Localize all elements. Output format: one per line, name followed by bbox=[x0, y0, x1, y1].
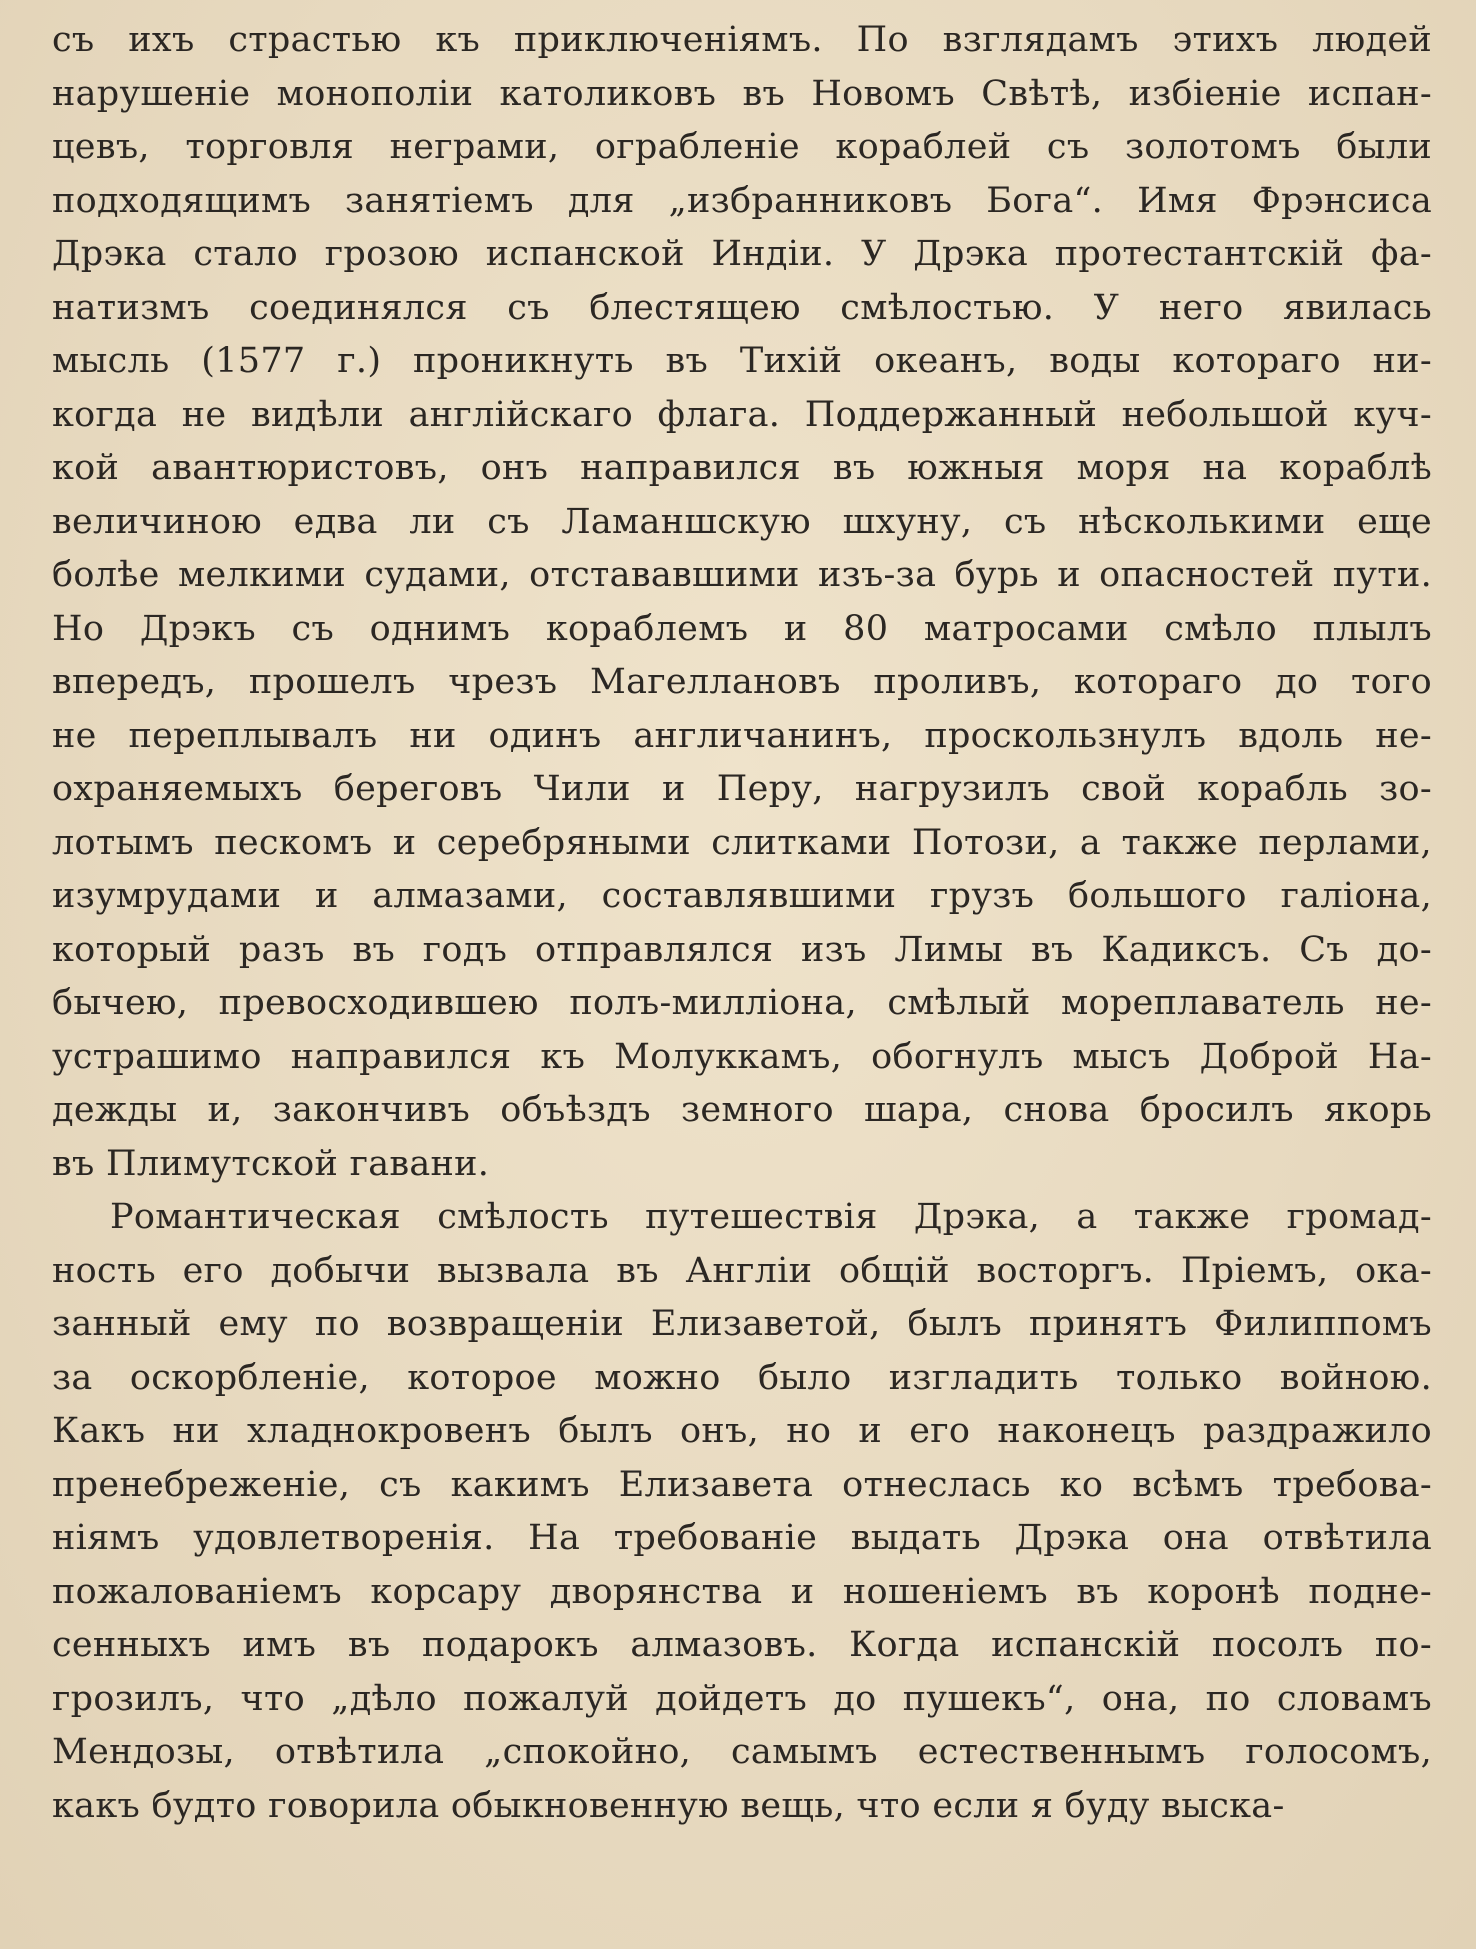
text-line: занный ему по возвращеніи Елизаветой, былъ принятъ Филиппомъ bbox=[52, 1304, 1432, 1344]
text-line: Какъ ни хладнокровенъ былъ онъ, но и его наконецъ раздражило bbox=[52, 1411, 1432, 1451]
text-line: сенныхъ имъ въ подарокъ алмазовъ. Когда испанскій посолъ по- bbox=[52, 1625, 1432, 1665]
text-line: когда не видѣли англійскаго флага. Поддержанный небольшой куч- bbox=[52, 394, 1432, 435]
text-line: въ Плимутской гавани. bbox=[52, 1143, 490, 1184]
text-line: пренебреженіе, съ какимъ Елизавета отнеслась ко всѣмъ требова- bbox=[52, 1464, 1432, 1505]
text-line: натизмъ соединялся съ блестящею смѣлостью. У него явилась bbox=[52, 287, 1432, 328]
text-line: мысль (1577 г.) проникнуть въ Тихій океанъ, воды котораго ни- bbox=[52, 341, 1432, 381]
text-line: грозилъ, что „дѣло пожалуй дойдетъ до пушекъ“, она, по словамъ bbox=[52, 1678, 1432, 1719]
page-text bbox=[52, 14, 1432, 1833]
text-line: за оскорбленіе, которое можно было изгладить только войною. bbox=[52, 1357, 1432, 1398]
text-line: ніямъ удовлетворенія. На требованіе выдать Дрэка она отвѣтила bbox=[52, 1518, 1432, 1558]
text-line: охраняемыхъ береговъ Чили и Перу, нагрузилъ свой корабль зо- bbox=[52, 769, 1432, 809]
paragraph-drake-voyage bbox=[52, 14, 1432, 1191]
text-line: дежды и, закончивъ объѣздъ земного шара, снова бросилъ якорь bbox=[52, 1090, 1432, 1130]
text-line: кой авантюристовъ, онъ направился въ южныя моря на кораблѣ bbox=[52, 448, 1432, 488]
text-line: Романтическая смѣлость путешествія Дрэка, а также громад- bbox=[110, 1197, 1432, 1237]
paragraph-reception bbox=[52, 1191, 1432, 1833]
text-line: устрашимо направился къ Молуккамъ, обогнулъ мысъ Доброй На- bbox=[52, 1036, 1432, 1077]
text-line: изумрудами и алмазами, составлявшими грузъ большого галіона, bbox=[52, 876, 1432, 916]
text-line: какъ будто говорила обыкновенную вещь, что если я буду выска- bbox=[52, 1785, 1285, 1826]
text-line: подходящимъ занятіемъ для „избранниковъ Бога“. Имя Фрэнсиса bbox=[52, 180, 1432, 221]
text-line: не переплывалъ ни одинъ англичанинъ, проскользнулъ вдоль не- bbox=[52, 715, 1432, 756]
text-line: Дрэка стало грозою испанской Индіи. У Дрэка протестантскій фа- bbox=[52, 234, 1432, 274]
text-line: съ ихъ страстью къ приключеніямъ. По взглядамъ этихъ людей bbox=[52, 20, 1432, 60]
text-line: ность его добычи вызвала въ Англіи общій восторгъ. Пріемъ, ока- bbox=[52, 1250, 1432, 1291]
text-line: впередъ, прошелъ чрезъ Магеллановъ проливъ, котораго до того bbox=[52, 662, 1432, 702]
text-line: Мендозы, отвѣтила „спокойно, самымъ естественнымъ голосомъ, bbox=[52, 1732, 1432, 1772]
text-line: цевъ, торговля неграми, ограбленіе кораблей съ золотомъ были bbox=[52, 127, 1432, 167]
text-line: пожалованіемъ корсару дворянства и ношеніемъ въ коронѣ подне- bbox=[52, 1571, 1432, 1612]
text-line: бычею, превосходившею полъ-милліона, смѣлый мореплаватель не- bbox=[52, 983, 1432, 1023]
text-line: Но Дрэкъ съ однимъ кораблемъ и 80 матросами смѣло плылъ bbox=[52, 608, 1432, 649]
text-line: который разъ въ годъ отправлялся изъ Лимы въ Кадиксъ. Съ до- bbox=[52, 929, 1432, 970]
text-line: лотымъ пескомъ и серебряными слитками Потози, а также перлами, bbox=[52, 822, 1432, 863]
text-line: болѣе мелкими судами, отстававшими изъ-за бурь и опасностей пути. bbox=[52, 555, 1432, 595]
text-line: величиною едва ли съ Ламаншскую шхуну, съ нѣсколькими еще bbox=[52, 501, 1432, 542]
text-line: нарушеніе монополіи католиковъ въ Новомъ Свѣтѣ, избіеніе испан- bbox=[52, 73, 1432, 114]
